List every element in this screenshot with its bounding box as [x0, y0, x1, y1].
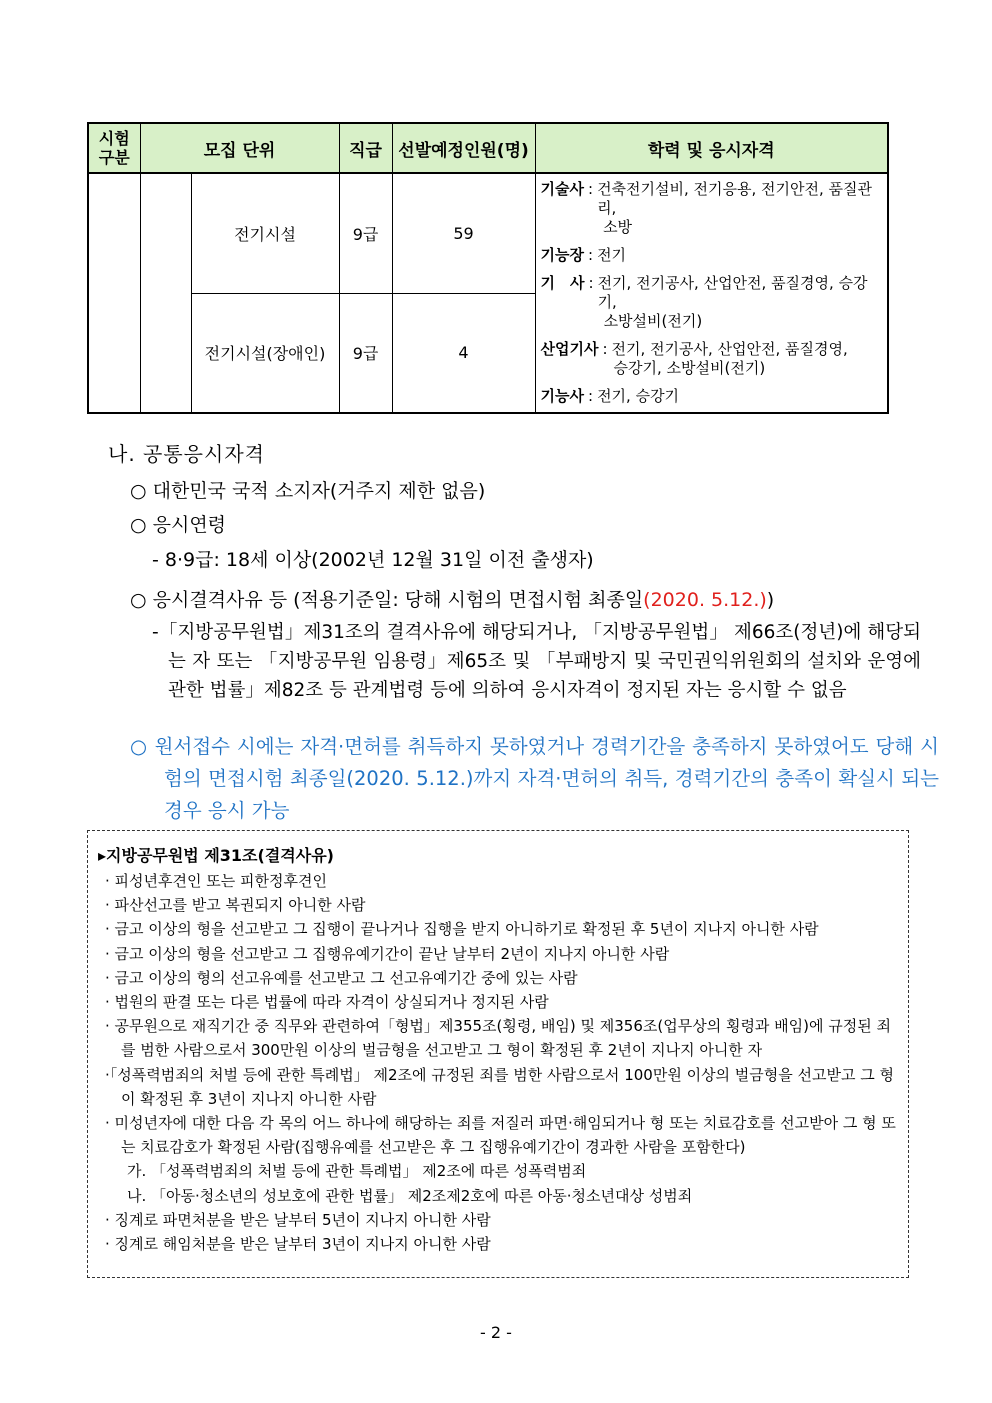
list-item: · 미성년자에 대한 다음 각 목의 어느 하나에 해당하는 죄를 저질러 파면·해임되거나 형 또는 치료감호를 선고받아 그 형 또는 치료감호가 확정된 사람(집행유예를 선고받은 후 그 집행유예기간이 경과한 사람을 포함한다): [105, 1114, 896, 1157]
recruitment-table: [87, 122, 889, 414]
qualification-text: 전기, 전기공사, 산업안전, 품질경영,: [611, 340, 848, 358]
license-note: ○ 원서접수 시에는 자격·면허를 취득하지 못하였거나 경력기간을 충족하지 못하였어도 당해 시험의 면접시험 최종일(2020. 5.12.)까지 자격·면허의 취득, 경력기간의 충족이 확실시 되는 경우 응시 가능: [130, 735, 939, 822]
qualification-item: 산업기사 : 전기, 전기공사, 산업안전, 품질경영, 승강기, 소방설비(전기): [541, 340, 884, 378]
disqualification-detail: -「지방공무원법」제31조의 결격사유에 해당되거나, 「지방공무원법」 제66조(정년)에 해당되는 자 또는 「지방공무원 임용령」제65조 및 「부패방지 및 국민권익위원회의 설치와 운영에 관한 법률」제82조 등 관계법령 등에 의하여 응시자격이 정지된 자는 응시할 수 없음: [152, 622, 921, 701]
table-header-row: [88, 123, 888, 173]
category-cell: [140, 173, 191, 413]
list-item: · 징계로 해임처분을 받은 날부터 3년이 지나지 아니한 사람: [105, 1235, 491, 1254]
box-list: [105, 869, 905, 1256]
qualification-item: 기 사 : 전기, 전기공사, 산업안전, 품질경영, 승강기, 소방설비(전기): [541, 274, 884, 331]
qualification-label: 기능장: [540, 246, 584, 264]
qualification-label: 산업기사: [540, 340, 599, 358]
list-item: · 법원의 판결 또는 다른 법률에 따라 자격이 상실되거나 정지된 사람: [105, 993, 549, 1012]
header-qualification: 학력 및 응시자격: [535, 123, 888, 173]
exam-type-cell: [88, 173, 140, 413]
list-item: · 파산선고를 받고 복권되지 아니한 사람: [105, 896, 366, 915]
qualification-text: 전기, 승강기: [597, 387, 680, 405]
qualification-label: 기술사: [540, 180, 584, 198]
nationality-item: ○ 대한민국 국적 소지자(거주지 제한 없음): [130, 480, 486, 502]
qualification-text: 전기, 전기공사, 산업안전, 품질경영, 승강기,: [597, 274, 868, 311]
age-detail: - 8·9급: 18세 이상(2002년 12월 31일 이전 출생자): [152, 549, 594, 571]
list-item: · 공무원으로 재직기간 중 직무와 관련하여「형법」제355조(횡령, 배임) 및 제356조(업무상의 횡령과 배임)에 규정된 죄를 범한 사람으로서 300만원 이상의 벌금형을 선고받고 그 형이 확정된 후 2년이 지나지 아니한 자: [105, 1017, 892, 1060]
list-item: · 금고 이상의 형을 선고받고 그 집행이 끝나거나 집행을 받지 아니하기로 확정된 후 5년이 지나지 아니한 사람: [105, 920, 819, 939]
list-sub-item: 나. 「아동·청소년의 성보호에 관한 법률」 제2조제2호에 따른 아동·청소년대상 성범죄: [127, 1186, 693, 1205]
qualification-item: 기능사 : 전기, 승강기: [541, 387, 884, 406]
table-row: [88, 173, 888, 293]
list-item: · 금고 이상의 형을 선고받고 그 집행유예기간이 끝난 날부터 2년이 지나지 아니한 사람: [105, 944, 670, 963]
qualification-item: 기술사 : 건축전기설비, 전기응용, 전기안전, 품질관리, 소방: [541, 180, 884, 237]
disqualification-title: [130, 585, 774, 612]
count-cell: 4: [392, 293, 535, 413]
disqualification-title-close: ): [766, 589, 775, 611]
unit-cell: 전기시설(장애인): [191, 293, 339, 413]
header-recruit-unit: 모집 단위: [140, 123, 339, 173]
qualification-text-cont: 소방설비(전기): [603, 312, 703, 330]
unit-cell: 전기시설: [191, 173, 339, 293]
grade-cell: 9급: [339, 293, 392, 413]
age-title: ○ 응시연령: [130, 514, 227, 536]
list-item: · 징계로 파면처분을 받은 날부터 5년이 지나지 아니한 사람: [105, 1210, 491, 1229]
grade-cell: 9급: [339, 173, 392, 293]
qualification-text: 건축전기설비, 전기응용, 전기안전, 품질관리,: [597, 180, 873, 217]
qualification-cell: [535, 173, 888, 413]
list-sub-item: 가. 「성폭력범죄의 처벌 등에 관한 특례법」 제2조에 따른 성폭력범죄: [127, 1162, 587, 1181]
page-number: - 2 -: [480, 1323, 512, 1342]
qualification-label: 기 사: [540, 274, 585, 292]
list-item: · 피성년후견인 또는 피한정후견인: [105, 872, 327, 890]
qualification-item: 기능장 : 전기: [541, 246, 884, 265]
qualification-label: 기능사: [540, 387, 584, 405]
disqualification-title-text: ○ 응시결격사유 등 (적용기준일: 당해 시험의 면접시험 최종일: [130, 589, 644, 611]
header-count: 선발예정인원(명): [392, 123, 535, 173]
disqualification-box: [87, 830, 909, 1278]
list-item: ·「성폭력범죄의 처벌 등에 관한 특례법」 제2조에 규정된 죄를 범한 사람으로서 100만원 이상의 벌금형을 선고받고 그 형이 확정된 후 3년이 지나지 아니한 사람: [105, 1065, 895, 1108]
count-cell: 59: [392, 173, 535, 293]
header-grade: 직급: [339, 123, 392, 173]
reference-date: (2020. 5.12.): [643, 589, 767, 611]
qualification-text-cont: 승강기, 소방설비(전기): [613, 359, 766, 377]
qualification-text: 전기: [597, 246, 627, 264]
qualification-text-cont: 소방: [603, 218, 633, 236]
header-exam-type: 시험 구분: [88, 123, 140, 173]
section-title: 나. 공통응시자격: [108, 442, 265, 466]
list-item: · 금고 이상의 형의 선고유예를 선고받고 그 선고유예기간 중에 있는 사람: [105, 968, 578, 987]
box-title: ▸지방공무원법 제31조(결격사유): [98, 846, 334, 865]
